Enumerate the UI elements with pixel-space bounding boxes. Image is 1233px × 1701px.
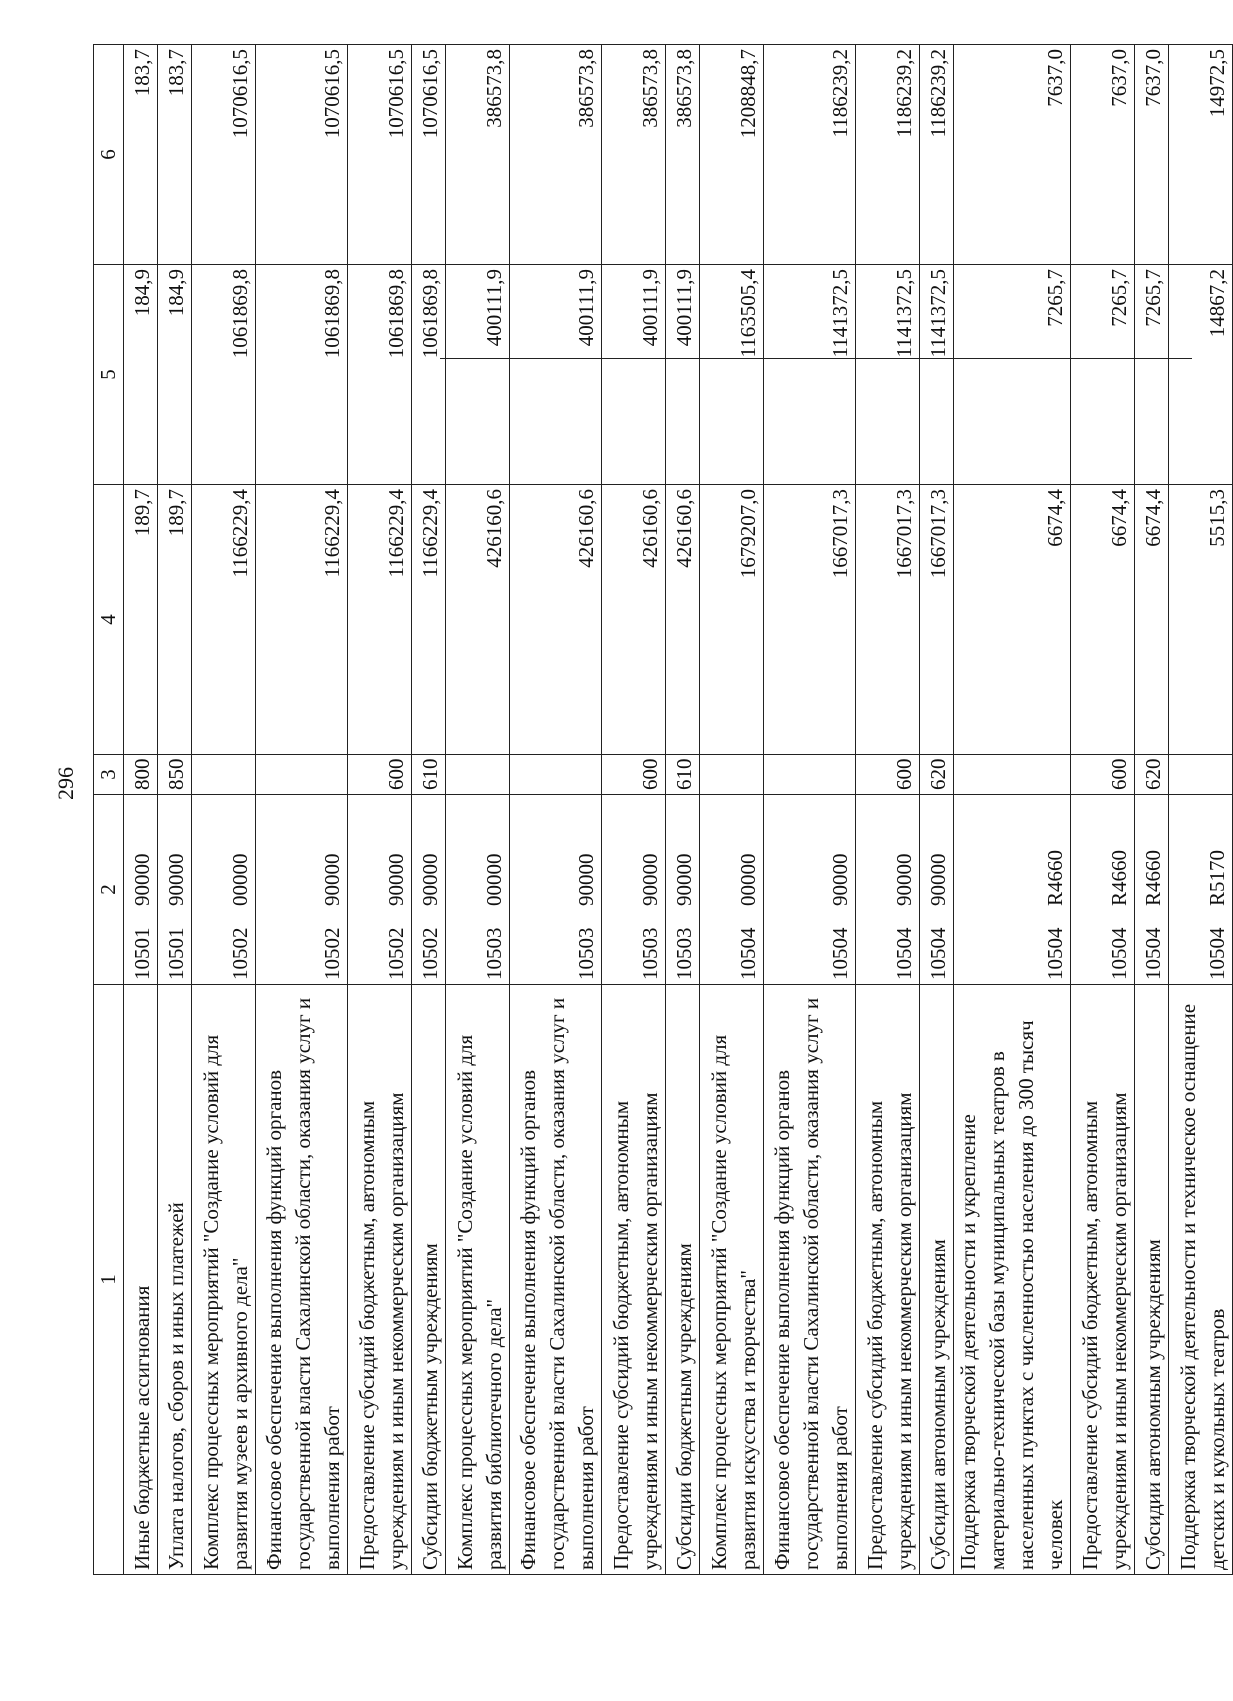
row-value-col4: 1667017,3 [920,485,954,755]
row-value-col4: 426160,6 [510,485,602,755]
row-description: Уплата налогов, сборов и иных платежей [158,985,192,1575]
row-value-col5: 7265,7 [1135,265,1169,485]
row-value-col5: 1141372,5 [920,265,954,485]
target-code-direction: 00000 [482,853,506,906]
row-target-code [666,795,700,985]
row-value-col5: 400111,9 [510,265,602,485]
row-description: Финансовое обеспечение выполнения функций органов государственной власти Сахалинской области, оказания услуг и выполнения работ [510,985,602,1575]
row-description: Предоставление субсидий бюджетным, автономным учреждениям и иным некоммерческим организациям [602,985,666,1575]
target-code-direction: 90000 [320,853,344,906]
row-value-col4: 1166229,4 [412,485,446,755]
row-value-col5: 1141372,5 [764,265,856,485]
row-expense-type: 610 [412,755,446,795]
row-description: Поддержка творческой деятельности и техническое оснащение детских и кукольных театров [1169,985,1233,1575]
row-value-col6: 14972,5 [1169,45,1233,265]
table-row [412,45,446,1575]
table-row [856,45,920,1575]
header-cell-5: 5 [94,265,124,485]
row-value-col4: 1166229,4 [348,485,412,755]
row-expense-type [510,755,602,795]
row-value-col6: 386573,8 [446,45,510,265]
row-expense-type: 620 [1135,755,1169,795]
row-value-col5: 14867,2 [1169,265,1233,485]
row-value-col5: 184,9 [124,265,158,485]
row-description: Субсидии бюджетным учреждениям [666,985,700,1575]
table-row [158,45,192,1575]
target-code-program: 10503 [638,927,662,980]
target-code-direction: R4660 [1043,849,1067,906]
row-value-col4: 6674,4 [1071,485,1135,755]
table-row [920,45,954,1575]
row-value-col5: 1061869,8 [192,265,256,485]
row-target-code [856,795,920,985]
row-value-col5: 7265,7 [954,265,1071,485]
header-row [94,45,124,1575]
row-value-col5: 184,9 [158,265,192,485]
target-code-direction: 90000 [130,853,154,906]
row-target-code [348,795,412,985]
row-target-code [954,795,1071,985]
row-target-code [412,795,446,985]
row-target-code [1135,795,1169,985]
row-description: Поддержка творческой деятельности и укрепление материально-технической базы муниципальных театров в населенных пунктах с численностью населения до 300 тысяч человек [954,985,1071,1575]
header-cell-1: 1 [94,985,124,1575]
target-code-program: 10503 [672,927,696,980]
target-code-program: 10502 [320,927,344,980]
row-target-code [1071,795,1135,985]
target-code-direction: 90000 [672,853,696,906]
row-value-col5: 1141372,5 [856,265,920,485]
row-value-col4: 189,7 [158,485,192,755]
target-code-program: 10502 [228,927,252,980]
row-value-col5: 1061869,8 [412,265,446,485]
row-description: Финансовое обеспечение выполнения функций органов государственной власти Сахалинской области, оказания услуг и выполнения работ [256,985,348,1575]
target-code-direction: 90000 [638,853,662,906]
header-cell-6: 6 [94,45,124,265]
row-expense-type [1169,755,1233,795]
row-value-col4: 1667017,3 [764,485,856,755]
row-expense-type [954,755,1071,795]
row-target-code [920,795,954,985]
target-code-direction: 90000 [926,853,950,906]
target-code-direction: R4660 [1107,849,1131,906]
row-value-col6: 7637,0 [1135,45,1169,265]
row-description: Предоставление субсидий бюджетным, автономным учреждениям и иным некоммерческим организациям [856,985,920,1575]
row-target-code [192,795,256,985]
target-code-program: 10501 [164,927,188,980]
target-code-program: 10504 [1205,927,1229,980]
target-code-direction: 90000 [418,853,442,906]
header-cell-3: 3 [94,755,124,795]
row-value-col6: 183,7 [158,45,192,265]
target-code-program: 10504 [1107,927,1131,980]
row-description: Субсидии автономным учреждениям [920,985,954,1575]
row-target-code [124,795,158,985]
row-value-col4: 1679207,0 [700,485,764,755]
table-row [602,45,666,1575]
target-code-direction: 90000 [574,853,598,906]
row-expense-type: 600 [602,755,666,795]
row-value-col6: 1070616,5 [412,45,446,265]
table-row [1135,45,1169,1575]
target-code-direction: 90000 [892,853,916,906]
row-value-col5: 400111,9 [666,265,700,485]
target-code-direction: 90000 [164,853,188,906]
target-code-direction: 90000 [828,853,852,906]
row-value-col6: 1186239,2 [920,45,954,265]
row-target-code [700,795,764,985]
row-value-col6: 1070616,5 [192,45,256,265]
target-code-direction: R4660 [1141,849,1165,906]
row-target-code [764,795,856,985]
target-code-program: 10504 [926,927,950,980]
row-description: Комплекс процессных мероприятий "Создание условий для развития искусства и творчества" [700,985,764,1575]
row-description: Финансовое обеспечение выполнения функций органов государственной власти Сахалинской области, оказания услуг и выполнения работ [764,985,856,1575]
table-row [348,45,412,1575]
row-value-col4: 426160,6 [446,485,510,755]
row-target-code [446,795,510,985]
target-code-program: 10503 [574,927,598,980]
row-expense-type: 600 [856,755,920,795]
row-value-col6: 386573,8 [666,45,700,265]
row-value-col4: 426160,6 [666,485,700,755]
row-value-col5: 7265,7 [1071,265,1135,485]
row-value-col5: 400111,9 [602,265,666,485]
row-description: Субсидии автономным учреждениям [1135,985,1169,1575]
table-row [446,45,510,1575]
target-code-program: 10502 [384,927,408,980]
row-description: Предоставление субсидий бюджетным, автономным учреждениям и иным некоммерческим организациям [348,985,412,1575]
target-code-direction: R5170 [1205,849,1229,906]
table-row [666,45,700,1575]
header-cell-2: 2 [94,795,124,985]
table-row [1169,45,1233,1575]
row-expense-type: 600 [348,755,412,795]
row-target-code [256,795,348,985]
target-code-direction: 90000 [384,853,408,906]
row-value-col5: 400111,9 [446,265,510,485]
row-value-col4: 1166229,4 [256,485,348,755]
rotated-table-container [93,45,1229,1575]
target-code-direction: 00000 [736,853,760,906]
row-value-col4: 1166229,4 [192,485,256,755]
table-row [1071,45,1135,1575]
row-expense-type [764,755,856,795]
row-value-col5: 1163505,4 [700,265,764,485]
row-target-code [510,795,602,985]
target-code-program: 10504 [1141,927,1165,980]
table-row [192,45,256,1575]
row-value-col4: 189,7 [124,485,158,755]
row-value-col4: 6674,4 [954,485,1071,755]
table-row [510,45,602,1575]
row-description: Комплекс процессных мероприятий "Создание условий для развития музеев и архивного дела" [192,985,256,1575]
target-code-program: 10504 [736,927,760,980]
row-description: Комплекс процессных мероприятий "Создание условий для развития библиотечного дела" [446,985,510,1575]
row-expense-type [446,755,510,795]
row-value-col6: 183,7 [124,45,158,265]
row-value-col4: 5515,3 [1169,485,1233,755]
table-row [256,45,348,1575]
target-code-program: 10502 [418,927,442,980]
budget-table [93,44,1233,1575]
row-value-col6: 7637,0 [1071,45,1135,265]
table-row [124,45,158,1575]
row-value-col6: 1208848,7 [700,45,764,265]
row-description: Предоставление субсидий бюджетным, автономным учреждениям и иным некоммерческим организациям [1071,985,1135,1575]
row-description: Иные бюджетные ассигнования [124,985,158,1575]
row-expense-type [256,755,348,795]
row-expense-type: 610 [666,755,700,795]
row-value-col5: 1061869,8 [348,265,412,485]
page-number: 296 [53,767,78,800]
row-value-col4: 6674,4 [1135,485,1169,755]
row-expense-type: 620 [920,755,954,795]
target-code-program: 10504 [1043,927,1067,980]
target-code-direction: 00000 [228,853,252,906]
row-value-col5: 1061869,8 [256,265,348,485]
row-value-col6: 386573,8 [510,45,602,265]
row-expense-type: 850 [158,755,192,795]
row-expense-type: 800 [124,755,158,795]
row-value-col6: 1070616,5 [256,45,348,265]
row-value-col6: 386573,8 [602,45,666,265]
row-value-col6: 1186239,2 [764,45,856,265]
target-code-program: 10504 [828,927,852,980]
row-value-col6: 7637,0 [954,45,1071,265]
row-expense-type: 600 [1071,755,1135,795]
row-target-code [158,795,192,985]
header-cell-4: 4 [94,485,124,755]
row-target-code [602,795,666,985]
row-expense-type [700,755,764,795]
table-row [700,45,764,1575]
row-value-col4: 1667017,3 [856,485,920,755]
row-value-col4: 426160,6 [602,485,666,755]
table-row [954,45,1071,1575]
target-code-program: 10504 [892,927,916,980]
row-value-col6: 1070616,5 [348,45,412,265]
table-row [764,45,856,1575]
row-description: Субсидии бюджетным учреждениям [412,985,446,1575]
row-value-col6: 1186239,2 [856,45,920,265]
target-code-program: 10503 [482,927,506,980]
row-target-code [1169,795,1233,985]
target-code-program: 10501 [130,927,154,980]
row-expense-type [192,755,256,795]
